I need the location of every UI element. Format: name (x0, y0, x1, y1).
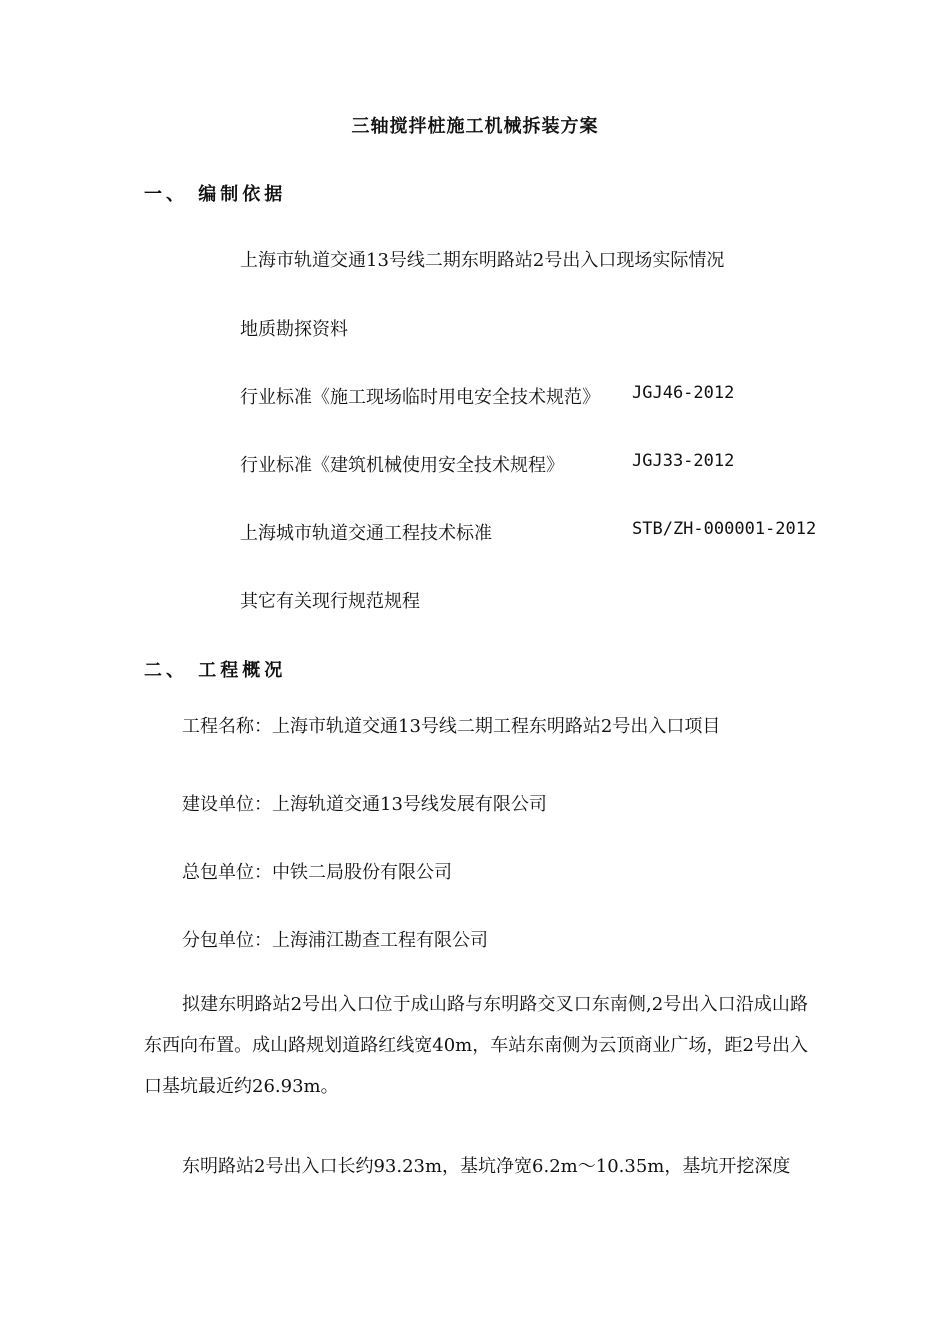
basis-item (240, 246, 810, 272)
standard-code: JGJ46-2012 (632, 383, 735, 403)
basis-item-text: 其它有关现行规范规程 (240, 591, 420, 612)
overview-paragraph: 拟建东明路站2号出入口位于成山路与东明路交叉口东南侧,2号出入口沿成山路东西向布置。成山路规划道路红线宽40m，车站东南侧为云顶商业广场，距2号出入口基坑最近约26.93m。 (144, 994, 808, 1097)
basis-item-text: 地质勘探资料 (240, 319, 348, 340)
project-info-line: 分包单位：上海浦江勘查工程有限公司 (182, 930, 488, 951)
basis-item-text: 行业标准《施工现场临时用电安全技术规范》 (240, 387, 600, 408)
project-info-line: 总包单位：中铁二局股份有限公司 (182, 862, 452, 883)
basis-item-text: 行业标准《建筑机械使用安全技术规程》 (240, 455, 564, 476)
project-info-line: 工程名称：上海市轨道交通13号线二期工程东明路站2号出入口项目 (182, 716, 721, 737)
section-heading-overview: 二、 工程概况 (144, 660, 287, 681)
document-title: 三轴搅拌桩施工机械拆装方案 (351, 116, 599, 137)
basis-item (240, 587, 810, 613)
basis-item (240, 383, 810, 409)
overview-paragraph: 东明路站2号出入口长约93.23m，基坑净宽6.2m～10.35m，基坑开挖深度 (182, 1156, 791, 1177)
basis-item (240, 519, 817, 545)
basis-item-text: 上海城市轨道交通工程技术标准 (240, 523, 492, 544)
section-heading-basis: 一、 编制依据 (144, 184, 287, 205)
basis-item (240, 315, 810, 341)
standard-code: JGJ33-2012 (632, 451, 735, 471)
basis-item-text: 上海市轨道交通13号线二期东明路站2号出入口现场实际情况 (240, 250, 725, 271)
project-info-line: 建设单位：上海轨道交通13号线发展有限公司 (182, 794, 547, 815)
basis-item (240, 451, 810, 477)
standard-code: STB/ZH-000001-2012 (632, 519, 817, 539)
